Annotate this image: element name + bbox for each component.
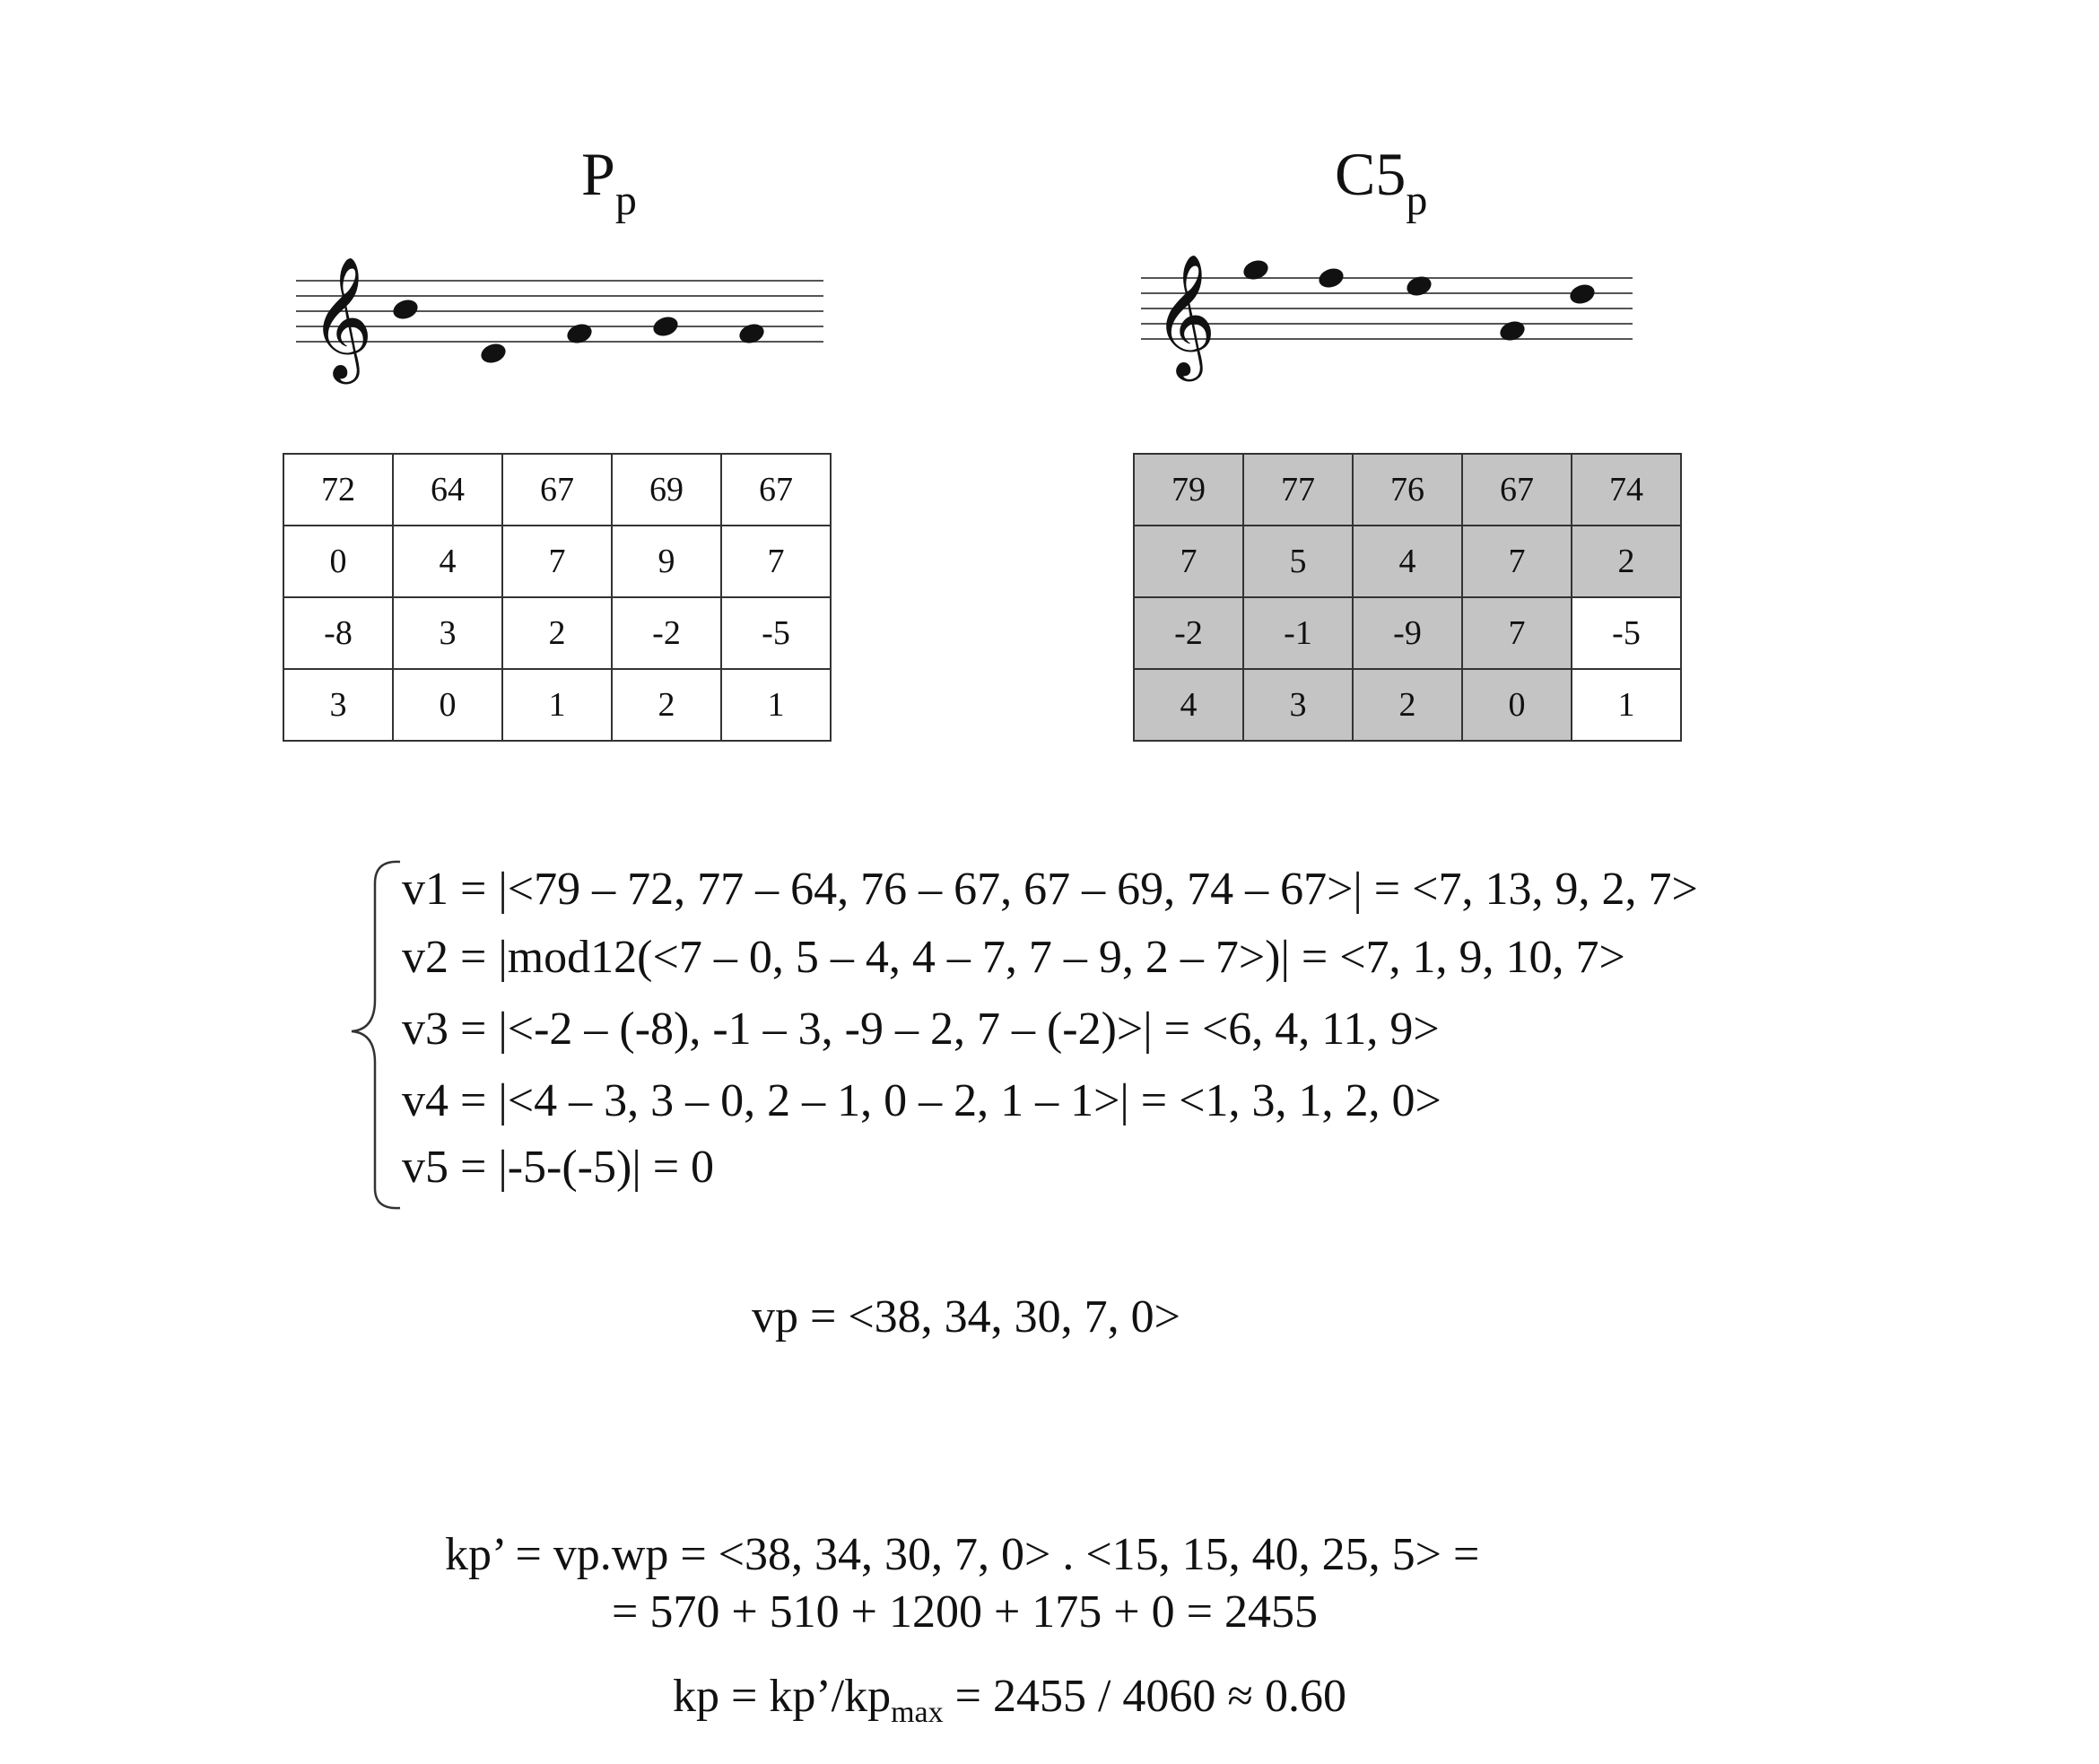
kp-max-subscript: max xyxy=(891,1696,944,1729)
table-cell: 67 xyxy=(502,454,612,526)
kp-suffix: = 2455 / 4060 ≈ 0.60 xyxy=(943,1671,1346,1722)
table-cell: 3 xyxy=(283,669,393,741)
right-music-staff xyxy=(1141,242,1643,395)
note-head xyxy=(478,341,508,366)
equation-vp: vp = <38, 34, 30, 7, 0> xyxy=(752,1291,1180,1343)
table-cell: 7 xyxy=(721,526,831,597)
table-cell: 1 xyxy=(502,669,612,741)
table-cell: 1 xyxy=(721,669,831,741)
table-cell: 3 xyxy=(1243,669,1353,741)
table-cell: 9 xyxy=(612,526,721,597)
table-row xyxy=(283,454,831,526)
table-cell: -1 xyxy=(1243,597,1353,669)
right-title xyxy=(1335,140,1428,224)
table-cell: 5 xyxy=(1243,526,1353,597)
table-cell: 4 xyxy=(1353,526,1462,597)
table-cell: -5 xyxy=(1572,597,1681,669)
treble-clef-icon: 𝄞 xyxy=(1154,252,1216,376)
table-cell: -5 xyxy=(721,597,831,669)
table-cell: 77 xyxy=(1243,454,1353,526)
table-row xyxy=(1134,526,1681,597)
table-row xyxy=(1134,597,1681,669)
table-cell: -2 xyxy=(1134,597,1243,669)
equation-v5: v5 = |-5-(-5)| = 0 xyxy=(402,1142,715,1193)
table-cell: 0 xyxy=(393,669,502,741)
equation-kp xyxy=(673,1671,1346,1729)
table-cell: -9 xyxy=(1353,597,1462,669)
left-brace xyxy=(341,856,404,1215)
table-row xyxy=(283,669,831,741)
equation-kp-prime-line2: = 570 + 510 + 1200 + 175 + 0 = 2455 xyxy=(612,1586,1318,1638)
equation-v2: v2 = |mod12(<7 – 0, 5 – 4, 4 – 7, 7 – 9, 2 – 7>)| = <7, 1, 9, 10, 7> xyxy=(402,932,1625,983)
equation-v1: v1 = |<79 – 72, 77 – 64, 76 – 67, 67 – 69, 74 – 67>| = <7, 13, 9, 2, 7> xyxy=(402,864,1698,915)
equation-v3: v3 = |<-2 – (-8), -1 – 3, -9 – 2, 7 – (-2)>| = <6, 4, 11, 9> xyxy=(402,1004,1440,1055)
table-row xyxy=(1134,454,1681,526)
table-cell: -2 xyxy=(612,597,721,669)
table-cell: 79 xyxy=(1134,454,1243,526)
table-cell: 2 xyxy=(1353,669,1462,741)
table-cell: 72 xyxy=(283,454,393,526)
left-title xyxy=(581,140,637,224)
table-cell: 0 xyxy=(1462,669,1572,741)
equation-v4: v4 = |<4 – 3, 3 – 0, 2 – 1, 0 – 2, 1 – 1>| = <1, 3, 1, 2, 0> xyxy=(402,1075,1441,1126)
table-cell: 0 xyxy=(283,526,393,597)
table-cell: 3 xyxy=(393,597,502,669)
equation-kp-prime-line1: kp’ = vp.wp = <38, 34, 30, 7, 0> . <15, 15, 40, 25, 5> = xyxy=(445,1529,1480,1580)
table-cell: 2 xyxy=(1572,526,1681,597)
table-row xyxy=(283,526,831,597)
right-table xyxy=(1133,453,1682,742)
table-cell: 7 xyxy=(502,526,612,597)
table-cell: 2 xyxy=(612,669,721,741)
table-cell: 74 xyxy=(1572,454,1681,526)
left-title-main: P xyxy=(581,140,615,208)
table-row xyxy=(1134,669,1681,741)
kp-prefix: kp = kp’/kp xyxy=(673,1671,892,1722)
right-title-subscript: p xyxy=(1406,177,1428,224)
table-cell: -8 xyxy=(283,597,393,669)
table-row xyxy=(283,597,831,669)
table-cell: 7 xyxy=(1462,526,1572,597)
left-table xyxy=(283,453,832,742)
right-title-main: C5 xyxy=(1335,140,1407,208)
note-head xyxy=(650,314,680,339)
table-cell: 67 xyxy=(1462,454,1572,526)
table-cell: 1 xyxy=(1572,669,1681,741)
table-cell: 2 xyxy=(502,597,612,669)
table-cell: 4 xyxy=(393,526,502,597)
table-cell: 69 xyxy=(612,454,721,526)
left-title-subscript: p xyxy=(614,177,637,224)
treble-clef-icon: 𝄞 xyxy=(310,255,373,378)
note-head xyxy=(1316,265,1346,291)
left-music-staff xyxy=(296,242,834,395)
note-head xyxy=(390,297,420,322)
table-cell: 7 xyxy=(1462,597,1572,669)
table-cell: 76 xyxy=(1353,454,1462,526)
table-cell: 64 xyxy=(393,454,502,526)
table-cell: 67 xyxy=(721,454,831,526)
note-head xyxy=(1567,282,1597,307)
table-cell: 7 xyxy=(1134,526,1243,597)
table-cell: 4 xyxy=(1134,669,1243,741)
